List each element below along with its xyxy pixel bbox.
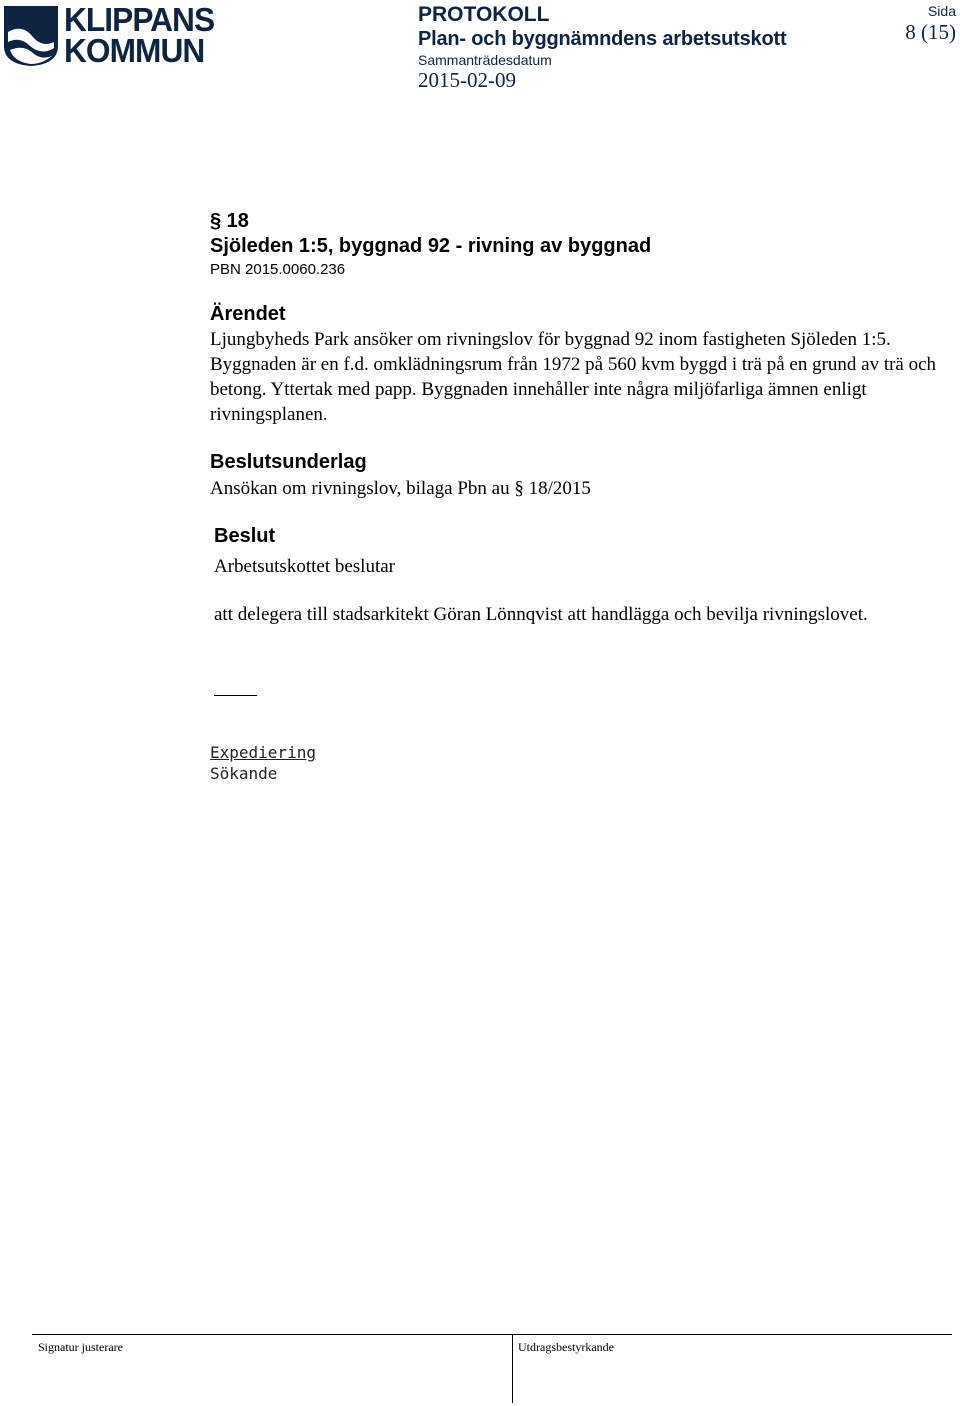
- page-label: Sida: [927, 3, 956, 19]
- case-number: PBN 2015.0060.236: [210, 261, 346, 278]
- expediering-recipient: Sökande: [210, 764, 278, 783]
- footer-divider: [32, 1334, 952, 1335]
- meeting-date-label: Sammanträdesdatum: [418, 52, 552, 68]
- committee-name: Plan- och byggnämndens arbetsutskott: [418, 28, 787, 50]
- page-number: 8 (15): [905, 20, 956, 44]
- footer-column-divider: [512, 1334, 513, 1403]
- expediering-heading: Expediering: [210, 743, 316, 762]
- meeting-date: 2015-02-09: [418, 68, 516, 92]
- beslut-decision: att delegera till stadsarkitekt Göran Lönnqvist att handlägga och bevilja rivningslovet.: [214, 604, 868, 625]
- document-type: PROTOKOLL: [418, 3, 550, 26]
- item-title: Sjöleden 1:5, byggnad 92 - rivning av byggnad: [210, 235, 652, 257]
- section-heading-arendet: Ärendet: [210, 303, 286, 325]
- shield-icon: [4, 6, 58, 66]
- logo-wordmark: KLIPPANS KOMMUN: [64, 1, 215, 69]
- arendet-text: Ljungbyheds Park ansöker om rivningslov för byggnad 92 inom fastigheten Sjöleden 1:5. Byggnaden är en f.d. omklädningsrum från 1972 på 560 kvm byggd i trä på en grund av trä och betong. Yttertak med papp. Byggnaden innehåller inte några miljöfarliga ämnen enligt rivningsplanen.: [210, 329, 937, 425]
- beslut-intro: Arbetsutskottet beslutar: [214, 556, 395, 577]
- section-heading-beslut: Beslut: [214, 525, 276, 547]
- section-heading-beslutsunderlag: Beslutsunderlag: [210, 451, 367, 473]
- beslutsunderlag-text: Ansökan om rivningslov, bilaga Pbn au § 18/2015: [210, 478, 591, 499]
- divider: [214, 695, 257, 696]
- paragraph-number: § 18: [210, 210, 249, 232]
- certification-label: Utdragsbestyrkande: [518, 1340, 614, 1354]
- signature-label: Signatur justerare: [38, 1340, 123, 1354]
